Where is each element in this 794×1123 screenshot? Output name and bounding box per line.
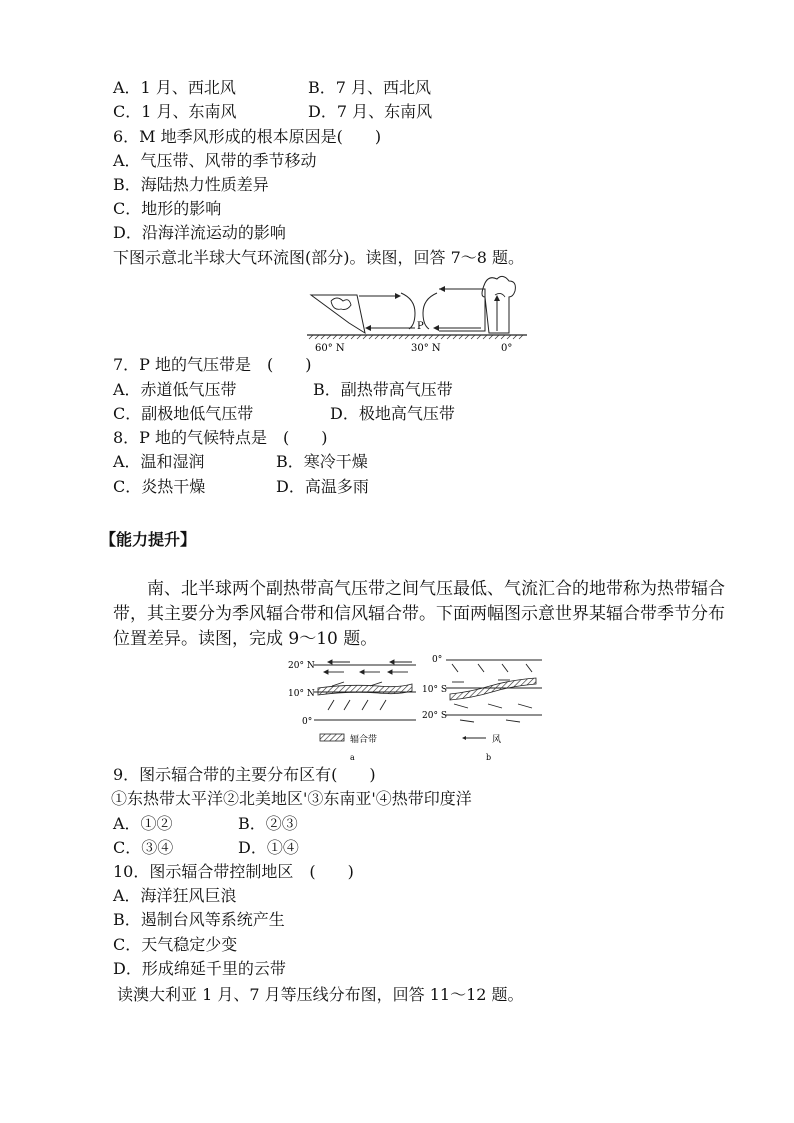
q5-option-b: B．7 月、西北风 [308, 78, 432, 97]
legend-zone-label: 辐合带 [350, 735, 378, 745]
q10-option-d: D．形成绵延千里的云带 [113, 959, 286, 978]
a-0-label: 0° [302, 717, 313, 727]
q5-option-c: C．1 月、东南风 [113, 102, 237, 121]
b-10s-label: 10° S [422, 685, 447, 695]
q8-option-d: D．高温多雨 [276, 477, 369, 496]
circulation-diagram [305, 275, 530, 357]
q9-option-c: C．③④ [113, 838, 174, 857]
intro-9-10: 南、北半球两个副热带高气压带之间气压最低、气流汇合的地带称为热带辐合带，其主要分为季风辐合带和信风辐合带。下面两幅图示意世界某辐合带季节分布位置差异。读图，完成 9～10 题。 [113, 579, 725, 649]
intro-7-8: 下图示意北半球大气环流图(部分)。读图，回答 7～8 题。 [113, 248, 525, 267]
q10-option-a: A．海洋狂风巨浪 [113, 886, 237, 905]
q7-stem: 7．P 地的气压带是 ( ) [113, 355, 312, 374]
intro-11-12: 读澳大利亚 1 月、7 月等压线分布图，回答 11～12 题。 [117, 985, 524, 1004]
a-10n-label: 10° N [288, 689, 315, 699]
q9-stem: 9．图示辐合带的主要分布区有( ) [113, 765, 376, 784]
q7-option-b: B．副热带高气压带 [313, 380, 453, 399]
legend-wind-label: 风 [492, 735, 502, 745]
q6-option-a: A．气压带、风带的季节移动 [113, 151, 317, 170]
legend-zone-swatch [320, 734, 344, 741]
q8-option-c: C．炎热干燥 [113, 477, 206, 496]
q6-option-d: D．沿海洋流运动的影响 [113, 223, 286, 242]
q7-option-c: C．副极地低气压带 [113, 404, 254, 423]
b-caption: b [486, 753, 492, 762]
section-title: 【能力提升】 [100, 530, 197, 549]
q10-option-c: C．天气稳定少变 [113, 935, 238, 954]
q8-option-a: A．温和湿润 [113, 452, 205, 471]
q6-option-c: C．地形的影响 [113, 199, 222, 218]
a-caption: a [350, 753, 355, 762]
q9-option-a: A．①② [113, 814, 173, 833]
q5-option-a: A．1 月、西北风 [113, 78, 236, 97]
q10-option-b: B．遏制台风等系统产生 [113, 910, 285, 929]
q10-stem: 10．图示辐合带控制地区 ( ) [113, 862, 354, 881]
q7-option-d: D．极地高气压带 [330, 404, 455, 423]
q9-list: ①东热带太平洋②北美地区'③东南亚'④热带印度洋 [111, 789, 472, 808]
a-20n-label: 20° N [288, 661, 315, 671]
q9-option-d: D．①④ [238, 838, 299, 857]
convergence-zone-diagram [288, 652, 550, 764]
point-p-label: P [417, 321, 424, 332]
q7-option-a: A．赤道低气压带 [113, 380, 237, 399]
lat-0-label: 0° [501, 343, 513, 354]
q8-stem: 8．P 地的气候特点是 ( ) [113, 428, 328, 447]
q5-option-d: D．7 月、东南风 [308, 102, 433, 121]
q8-option-b: B．寒冷干燥 [276, 452, 368, 471]
q6-stem: 6．M 地季风形成的根本原因是( ) [113, 127, 382, 146]
q6-option-b: B．海陆热力性质差异 [113, 175, 269, 194]
b-0-label: 0° [432, 655, 443, 665]
q9-option-b: B．②③ [238, 814, 298, 833]
lat-60n-label: 60° N [315, 343, 345, 354]
lat-30n-label: 30° N [411, 343, 441, 354]
b-20s-label: 20° S [422, 711, 447, 721]
